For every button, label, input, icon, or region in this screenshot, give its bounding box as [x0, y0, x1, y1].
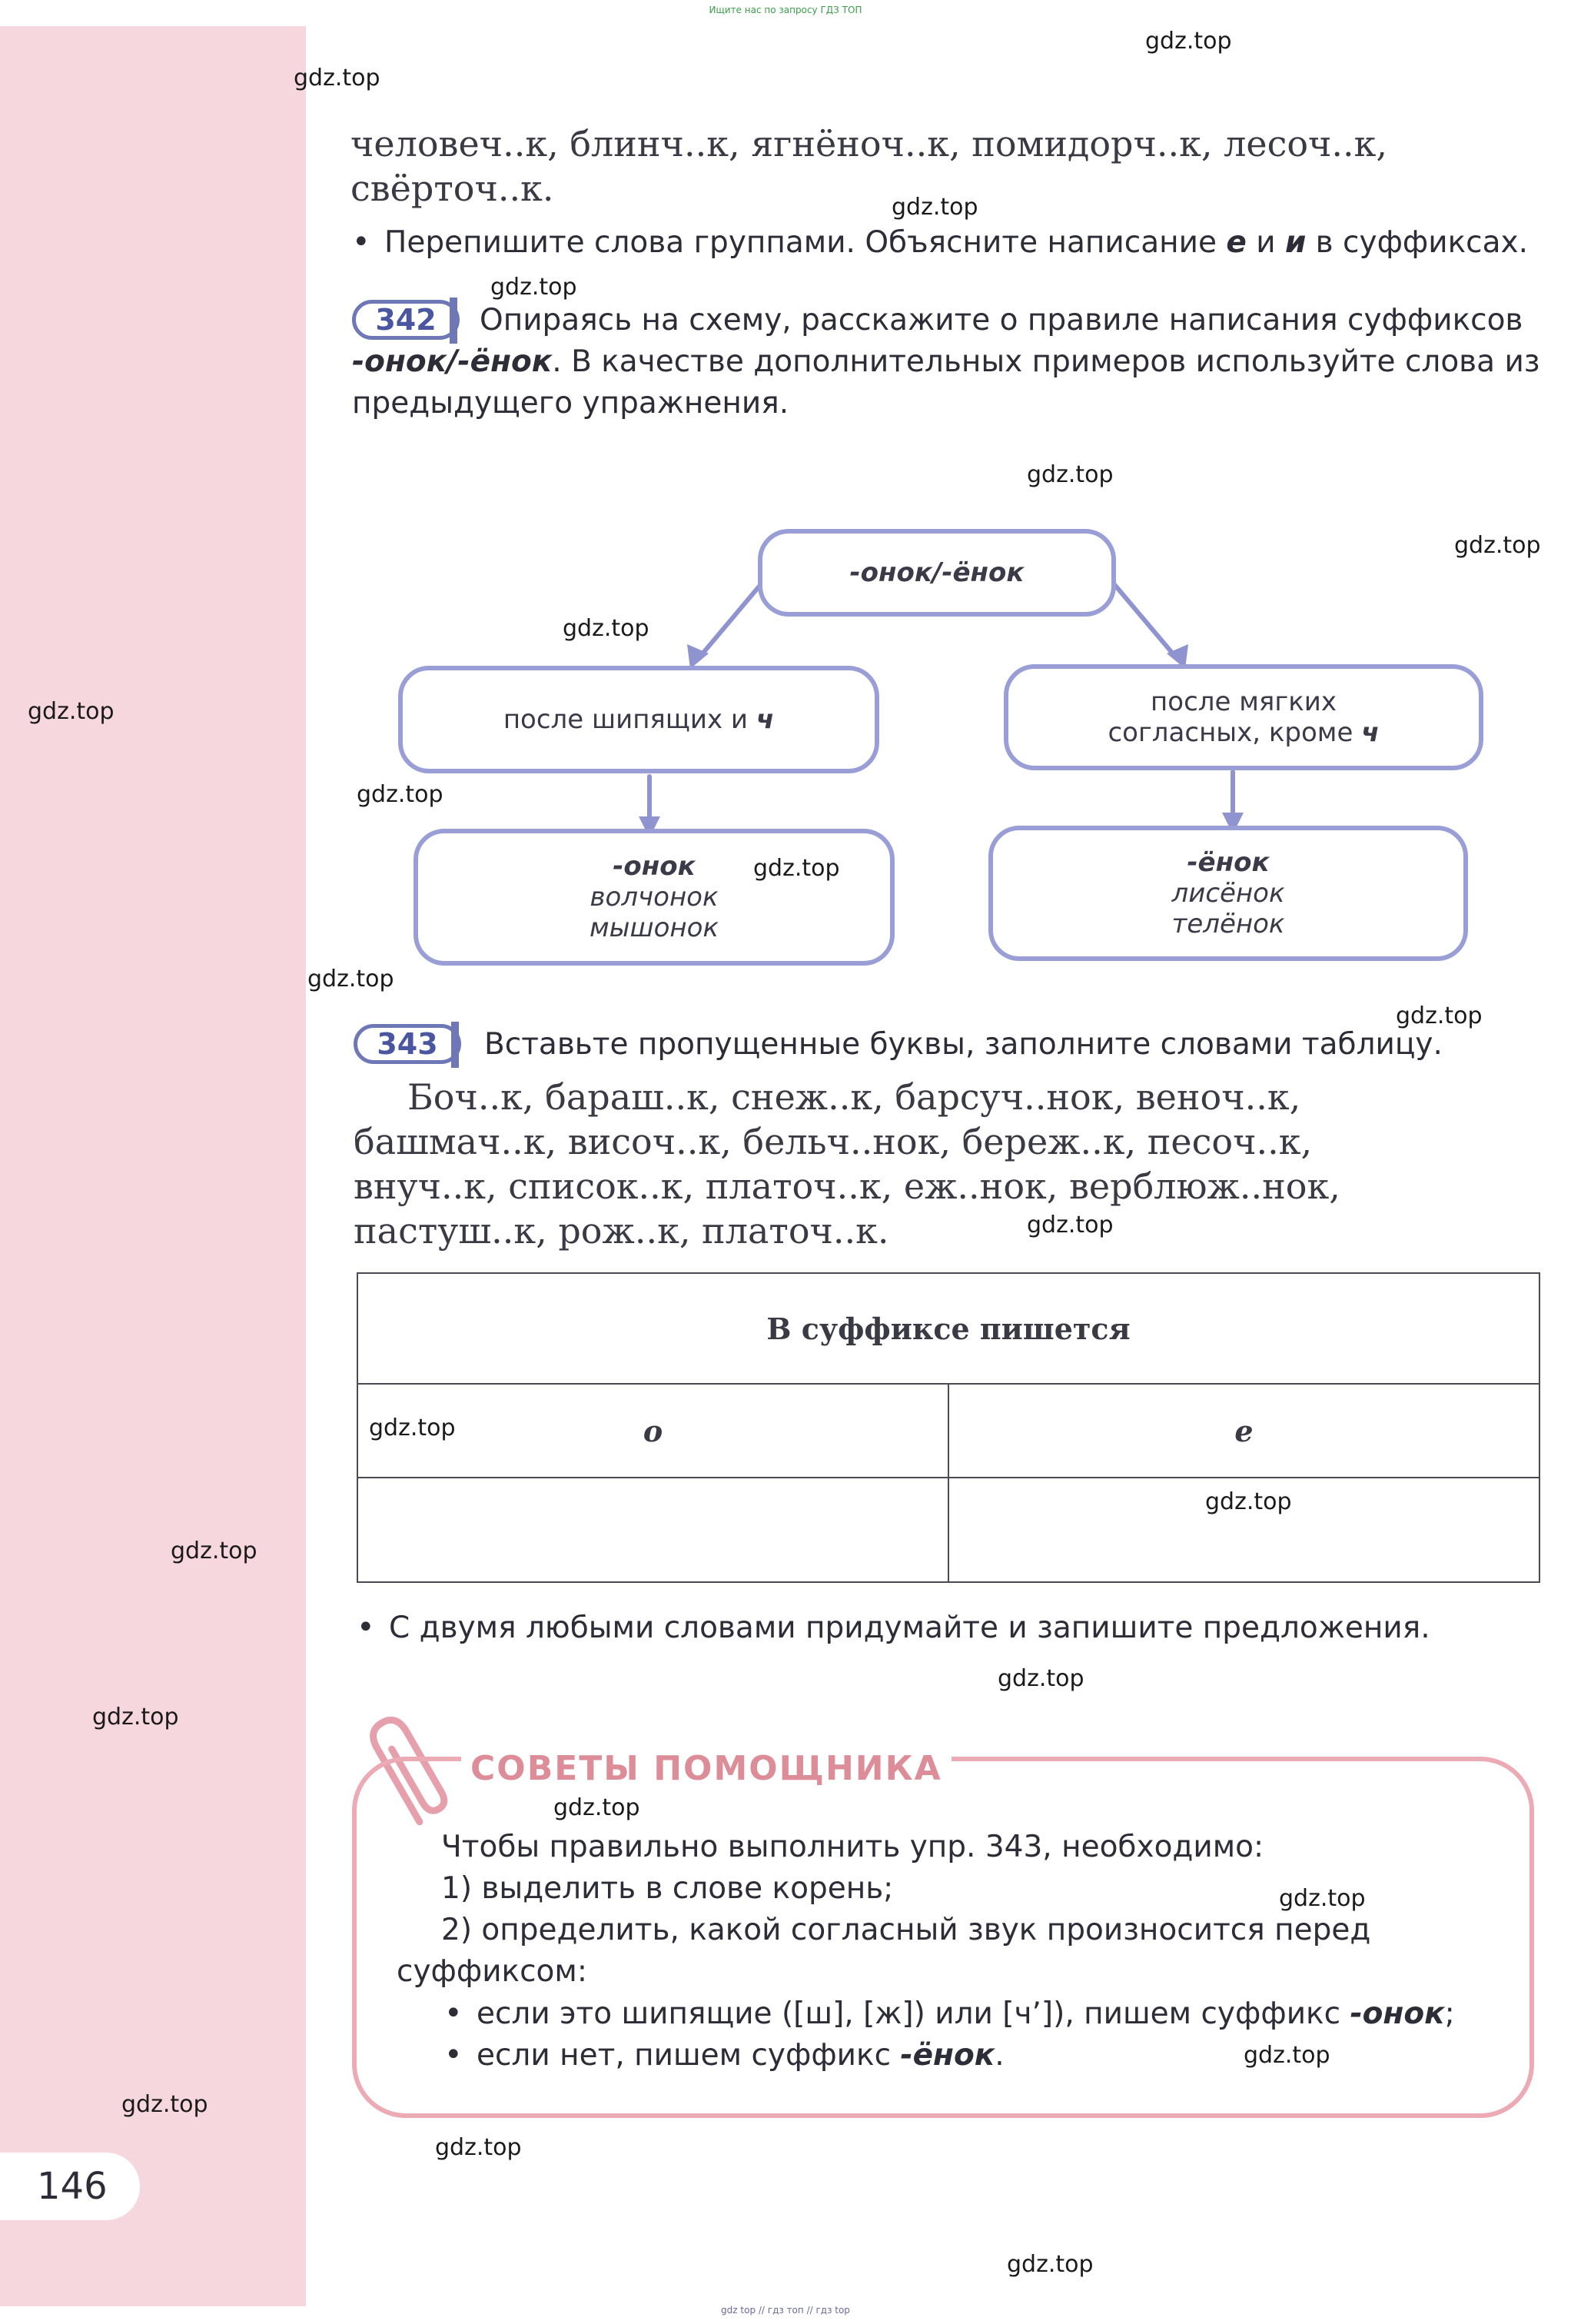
ex342-text-line-2: -онок/-ёнок. В качестве дополнительных примеров используйте слова из	[352, 344, 1540, 379]
watermark: gdz.top	[753, 855, 840, 882]
scheme-result-left	[414, 829, 895, 966]
ex341-words-line-2: свёрточ..к.	[350, 168, 554, 209]
watermark: gdz.top	[435, 2134, 522, 2161]
scheme-rule-left-letter: ч	[756, 704, 775, 735]
watermark: gdz.top	[294, 65, 380, 91]
scheme-rule-right-letter: ч	[1361, 717, 1380, 748]
tips-line-4: суффиксом:	[397, 1954, 587, 1989]
ex343-task: Вставьте пропущенные буквы, заполните словами таблицу.	[484, 1027, 1443, 1062]
ex342-text-line-3: предыдущего упражнения.	[352, 386, 789, 421]
suffix-table-cell-o[interactable]	[357, 1478, 948, 1582]
arrow-root-right	[1113, 583, 1176, 657]
scheme-result-right	[988, 826, 1468, 961]
suffix-table	[357, 1272, 1540, 1583]
ex343-words-line-3: внуч..к, список..к, платоч..к, еж..нок, верблюж..нок,	[354, 1165, 1340, 1207]
tips-bullet-2: • если нет, пишем суффикс -ёнок.	[444, 2037, 1005, 2073]
watermark: gdz.top	[369, 1415, 456, 1441]
watermark: gdz.top	[92, 1704, 179, 1731]
watermark: gdz.top	[1205, 1488, 1292, 1515]
watermark: gdz.top	[307, 966, 394, 992]
watermark: gdz.top	[1244, 2042, 1330, 2069]
tips-bullet-1: • если это шипящие ([ш], [ж]) или [ч’]), пишем суффикс -онок;	[444, 1996, 1455, 2031]
header-note: Ищите нас по запросу ГДЗ ТОП	[709, 5, 862, 15]
tips-line-2: 1) выделить в слове корень;	[441, 1871, 894, 1906]
watermark: gdz.top	[563, 615, 649, 642]
watermark: gdz.top	[1007, 2251, 1094, 2278]
ex341-words-line-1: человеч..к, блинч..к, ягнёноч..к, помидорч..к, лесоч..к,	[350, 123, 1388, 165]
scheme-rule-right-line-2: согласных, кроме	[1108, 717, 1353, 748]
watermark: gdz.top	[998, 1665, 1084, 1692]
watermark: gdz.top	[1396, 1002, 1483, 1029]
scheme-right-example-2: телёнок	[1171, 909, 1285, 939]
scheme-root-suffix: -онок/-ёнок	[849, 557, 1025, 588]
scheme-right-example-1: лисёнок	[1171, 878, 1285, 909]
ex342-text-line-1: Опираясь на схему, расскажите о правиле написания суффиксов	[480, 303, 1523, 337]
tips-line-1: Чтобы правильно выполнить упр. 343, необходимо:	[441, 1830, 1264, 1864]
suffix-table-col-o: о	[357, 1384, 948, 1478]
watermark: gdz.top	[1279, 1885, 1366, 1912]
watermark: gdz.top	[357, 781, 443, 808]
suffix-table-header: В суффиксе пишется	[357, 1273, 1539, 1384]
exercise-number-342: 342	[352, 300, 460, 340]
scheme-left-example-2: мышонок	[590, 913, 719, 943]
watermark: gdz.top	[1027, 1212, 1114, 1238]
suffix-table-col-e: е	[948, 1384, 1539, 1478]
scheme-rule-left-text: после шипящих и	[503, 704, 749, 735]
ex343-followup: • С двумя любыми словами придумайте и запишите предложения.	[357, 1610, 1430, 1645]
scheme-left-suffix: -онок	[613, 851, 696, 882]
watermark: gdz.top	[490, 274, 577, 301]
arrow-root-left	[699, 584, 761, 657]
page-number: 146	[0, 2153, 140, 2220]
scheme-right-suffix: -ёнок	[1187, 847, 1270, 878]
ex341-task: • Перепишите слова группами. Объясните написание е и и в суффиксах.	[352, 224, 1528, 260]
watermark: gdz.top	[121, 2091, 208, 2118]
ex343-words-line-2: башмач..к, височ..к, бельч..нок, береж..к, песоч..к,	[354, 1121, 1313, 1162]
tips-line-3: 2) определить, какой согласный звук произносится перед	[441, 1913, 1371, 1947]
watermark: gdz.top	[1145, 28, 1232, 55]
watermark: gdz.top	[1454, 532, 1541, 559]
exercise-number-343: 343	[354, 1024, 461, 1064]
watermark: gdz.top	[171, 1538, 257, 1564]
watermark: gdz.top	[553, 1794, 640, 1821]
footer-note: gdz top // гдз топ // гдз top	[721, 2305, 850, 2316]
scheme-rule-right-line-1: после мягких	[1151, 687, 1337, 717]
tips-title: СОВЕТЫ ПОМОЩНИКА	[461, 1749, 952, 1788]
ex343-words-line-1: Боч..к, бараш..к, снеж..к, барсуч..нок, веноч..к,	[407, 1076, 1301, 1118]
watermark: gdz.top	[28, 698, 115, 725]
watermark: gdz.top	[1027, 461, 1114, 488]
scheme-root	[758, 529, 1116, 617]
scheme-rule-left	[398, 666, 879, 773]
watermark: gdz.top	[892, 194, 978, 221]
scheme-left-example-1: волчонок	[590, 882, 719, 913]
scheme-rule-right	[1004, 664, 1483, 770]
ex343-words-line-4: пастуш..к, рож..к, платоч..к.	[354, 1210, 889, 1252]
